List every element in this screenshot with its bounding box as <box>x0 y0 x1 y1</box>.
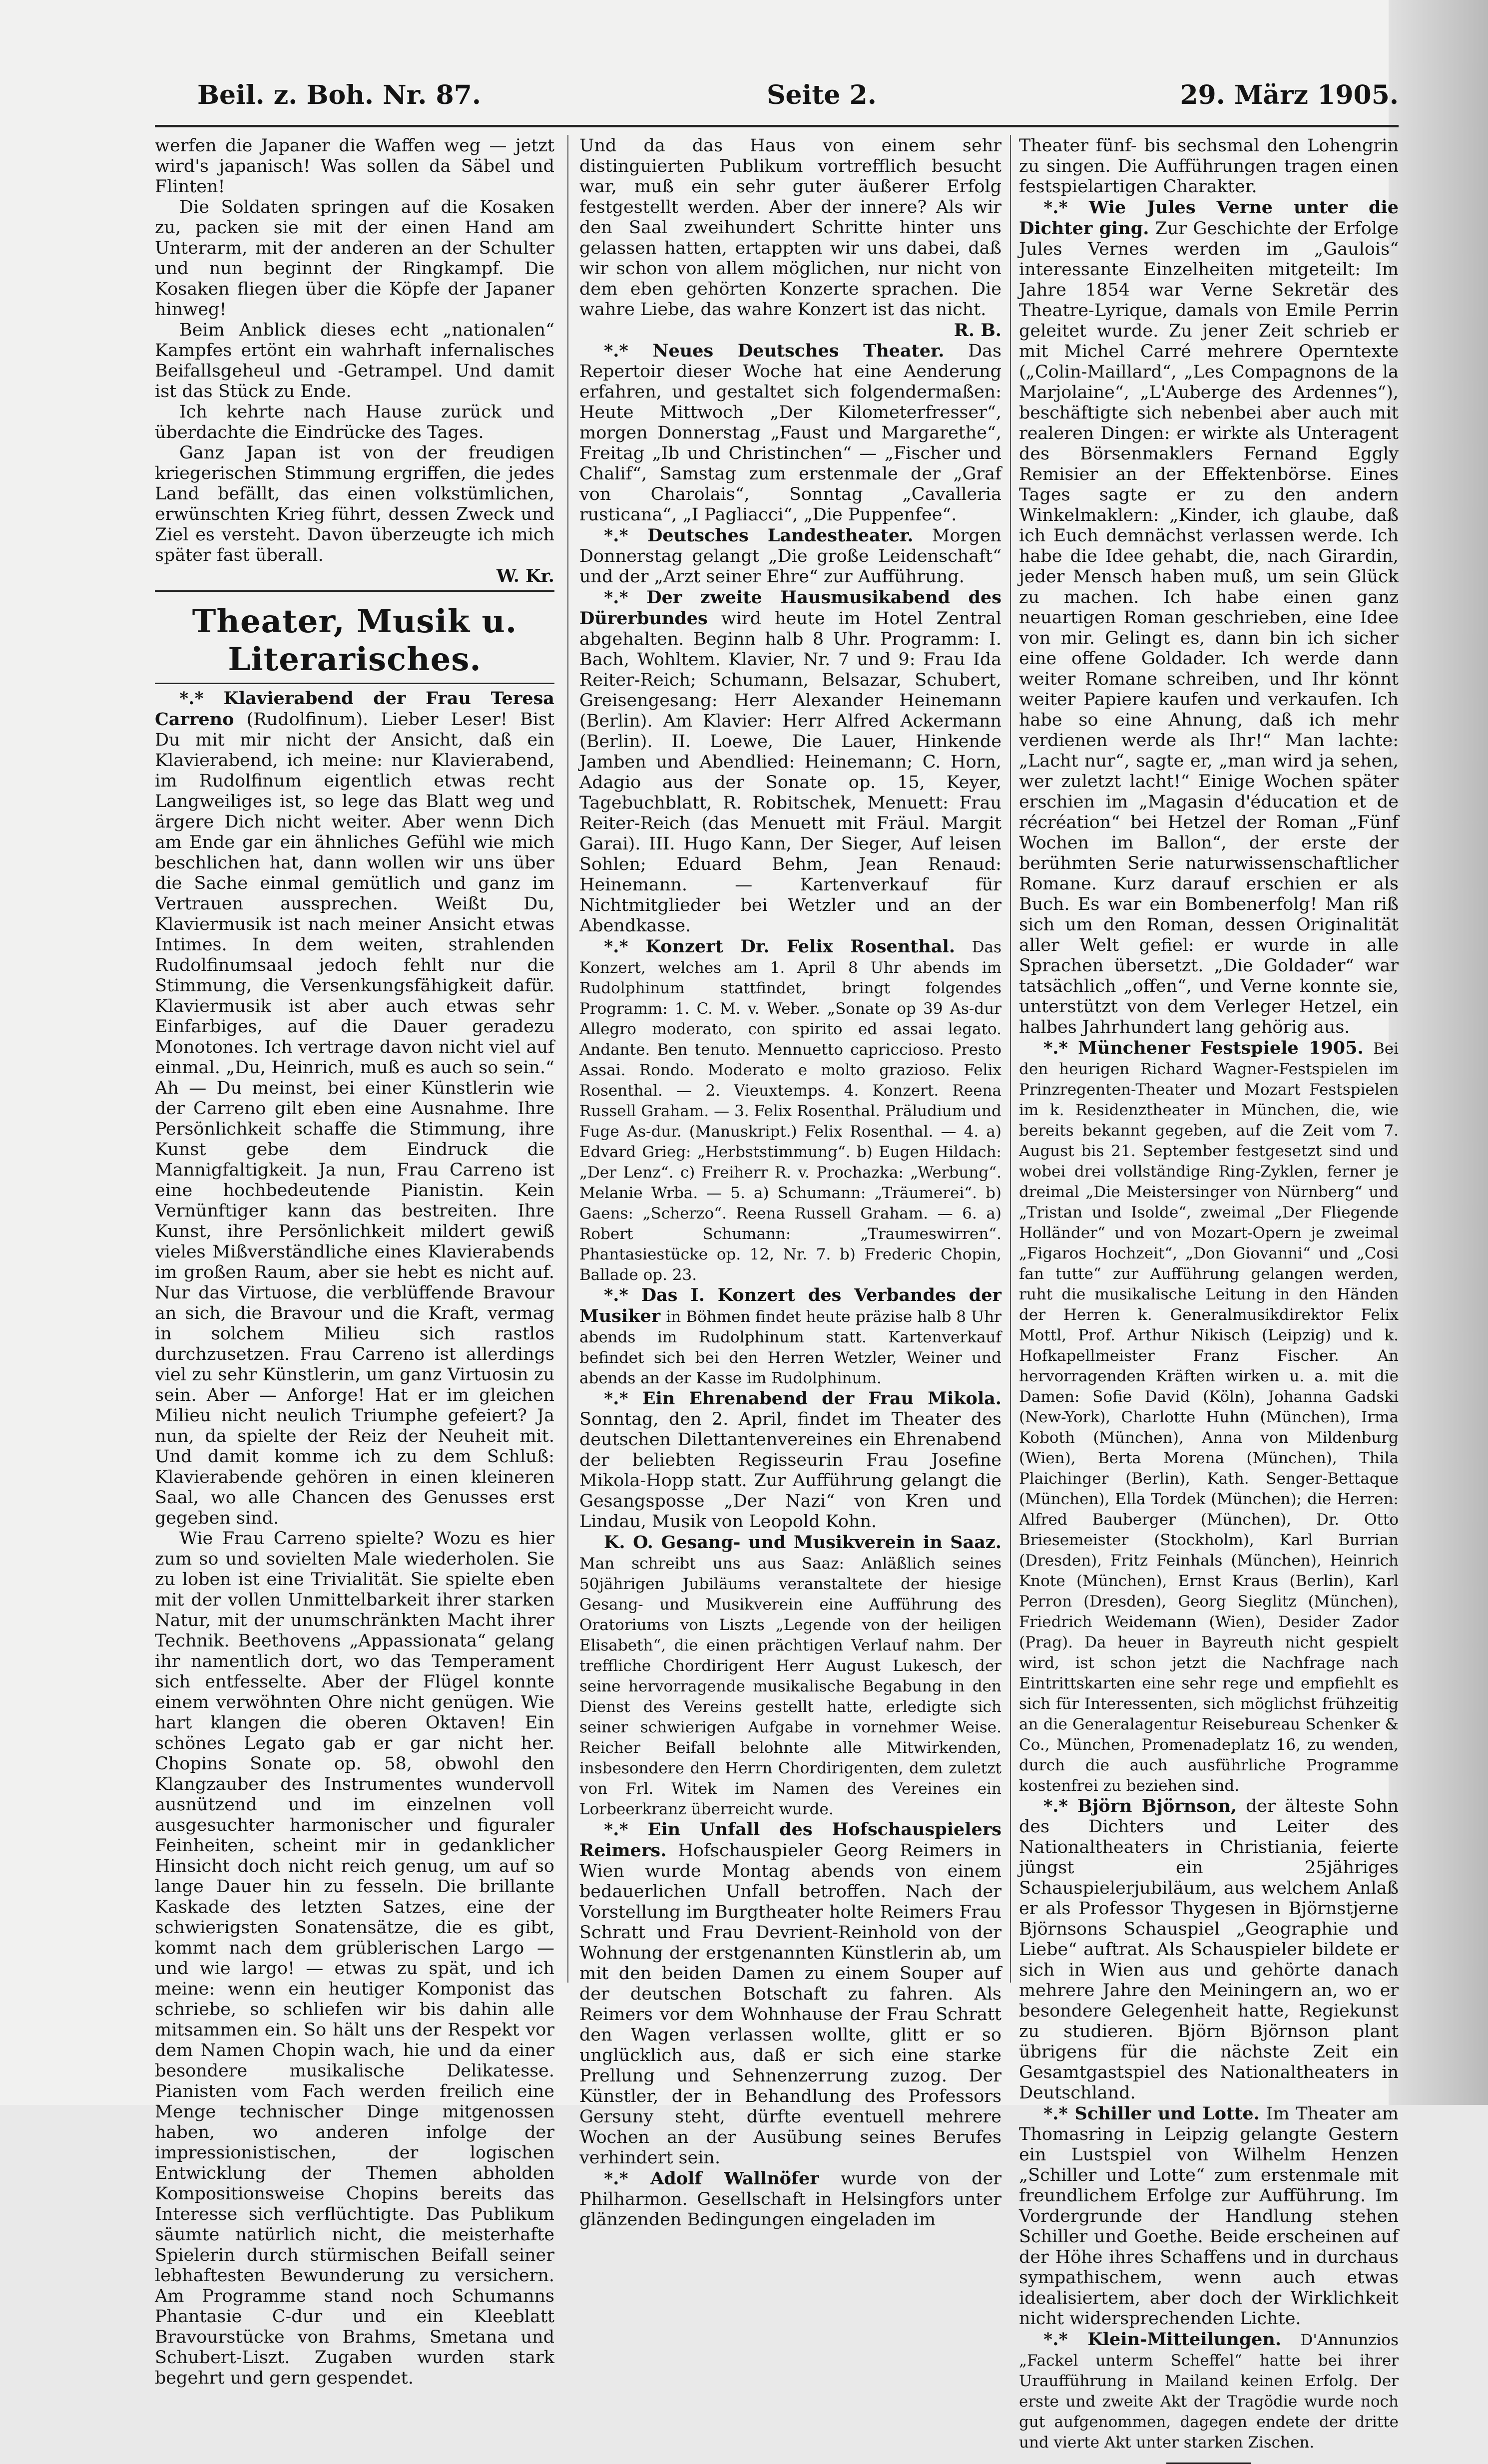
article-text: D'Annunzios „Fackel unterm Scheffel“ hatte bei ihrer Uraufführung in Mailand keinen Erfolg. Der erste und zweite Akt der Tragödie wurde noch gut aufgenommen, dagegen endete der dritte und vierte Akt unter starken Zischen. <box>1019 2331 1399 2452</box>
article-text: Beim Anblick dieses echt „nationalen“ Kampfes ertönt ein wahrhaft infernalisches Beifallsgeheul und -Getrampel. Und damit ist das Stück zu Ende. <box>155 320 554 402</box>
article-heading: *.* Schiller und Lotte. <box>1043 2103 1260 2124</box>
article-text: (Rudolfinum). Lieber Leser! Bist Du mit mir nicht der Ansicht, daß ein Klavierabend, ich meine: nur Klavierabend, im Rudolfinum eigentlich etwas recht Langweiliges ist, so lege das Blatt weg und ärgere Dich nicht weiter. Aber wenn Dich am Ende gar ein ähnliches Gefühl wie mich beschlichen hat, dann wollen wir uns über die Sache einmal gemütlich und ganz im Vertrauen aussprechen. Weißt Du, Klaviermusik ist nach meiner Ansicht etwas Intimes. In dem weiten, strahlenden Rudolfinumsaal jedoch fehlt nur die Stimmung, die Versenkungsfähigkeit dafür. Klaviermusik ist aber auch etwas sehr Einfarbiges, auf die Dauer geradezu Monotones. Ich vertrage davon nicht viel auf einmal. „Du, Heinrich, muß es auch so sein.“ Ah — Du meinst, bei einer Künstlerin wie der Carreno gilt eben eine Ausnahme. Ihre Persönlichkeit schaffe die Stimmung, ihre Kunst gebe dem Eindruck die Mannigfaltigkeit. Ja nun, Frau Carreno ist eine hochbedeutende Pianistin. Kein Vernünftiger kann das bestreiten. Ihre Kunst, ihre Persönlichkeit mildert gewiß vieles Mißverständliche eines Klavierabends im großen Raum, aber sie hebt es nicht auf. Nur das Virtuose, die verblüffende Bravour an sich, die Bravour und die Kraft, vermag in solchem Milieu sich rastlos durchzusetzen. Frau Carreno ist allerdings viel zu sehr Künstlerin, um ganz Virtuosin zu sein. Aber — Anforge! Hat er im gleichen Milieu nicht neulich Triumphe gefeiert? Ja nun, da spielte der Reiz der Neuheit mit. Und damit komme ich zu dem Schluß: Klavierabende gehören in einen kleineren Saal, wo alle Chancen des Genusses erst gegeben sind. <box>155 710 554 1528</box>
article-text: Und da das Haus von einem sehr distinguierten Publikum vortrefflich besucht war, muß ein sehr guter äußerer Erfolg festgestellt werden. Aber der innere? Als wir den Saal zweihundert Schritte hinter uns gelassen hatten, ertappten wir uns dabei, daß wir schon von allem möglichen, nur nicht von dem eben gehörten Konzerte sprachen. Die wahre Liebe, das wahre Konzert ist das nicht. <box>579 136 1001 320</box>
section-rule <box>155 683 554 684</box>
author-signature: W. Kr. <box>496 566 554 586</box>
article-text: Im Theater am Thomasring in Leipzig gelangte Gestern ein Lustspiel von Wilhelm Henzen „Schiller und Lotte“ zum erstenmale mit freundlichem Erfolge zur Aufführung. Im Vordergrunde der Handlung stehen Schiller und Goethe. Beide erscheinen auf der Höhe ihres Schaffens und in durchaus sympathischem, wenn auch etwas idealisiertem, aber doch der Wirklichkeit nicht widersprechenden Lichte. <box>1019 2104 1399 2329</box>
article-text: Man schreibt uns aus Saaz: Anläßlich seines 50jährigen Jubiläums veranstaltete der hiesige Gesang- und Musikverein eine Aufführung des Oratoriums von Liszts „Legende von der heiligen Elisabeth“, die einen prächtigen Verlauf nahm. Der treffliche Chordirigent Herr August Lukesch, der seine hervorragende musikalische Begabung in den Dienst des Vereins gestellt hatte, erledigte sich seiner schwierigen Aufgabe in vornehmer Weise. Reicher Beifall belohnte alle Mitwirkenden, insbesondere den Herrn Chordirigenten, dem zuletzt von Frl. Witek im Namen des Vereines ein Lorbeerkranz überreicht wurde. <box>579 1555 1001 1818</box>
column-2 <box>579 136 1001 2230</box>
header-rule <box>155 125 1399 127</box>
article-heading: K. O. Gesang- und Musikverein in Saaz. <box>604 1532 1001 1553</box>
article-heading: *.* Ein Unfall des Hofschauspielers Reimers. <box>579 1819 1001 1861</box>
article-heading: *.* Das I. Konzert des Verbandes der Musiker <box>579 1285 1001 1326</box>
article-text: Sonntag, den 2. April, findet im Theater des deutschen Dilettantenvereines ein Ehrenabend der beliebten Regisseurin Frau Josefine Mikola-Hopp statt. Zur Aufführung gelangt die Gesangsposse „Der Nazi“ von Kren und Lindau, Musik von Leopold Kohn. <box>579 1409 1001 1532</box>
section-rule <box>155 590 554 592</box>
article-text: Zur Geschichte der Erfolge Jules Vernes werden im „Gaulois“ interessante Einzelheiten mitgeteilt: Im Jahre 1854 war Verne Sekretär des Theatre-Lyrique, damals von Emile Perrin geleitet wurde. Zu jener Zeit schrieb er mit Michel Carré mehrere Operntexte („Colin-Maillard“, „Les Compagnons de la Marjolaine“, „L'Auberge des Ardennes“), beschäftigte sich nebenbei aber auch mit realeren Dingen: er wirkte als Unteragent des Börsenmaklers Fernand Eggly Remisier an der Effektenbörse. Eines Tages sagte er zu den andern Winkelmaklern: „Kinder, ich glaube, daß ich Euch demnächst verlassen werde. Ich habe die Idee gehabt, die, nach Girardin, jeder Mensch haben muß, um sein Glück zu machen. Ich habe einen ganz neuartigen Roman geschrieben, eine Idee von mir. Gelingt es, dann bin ich sicher eine offene Goldader. Ich werde dann weiter Romane schreiben, und Ihr könnt weiter Papiere kaufen und verkaufen. Ich habe so eine Ahnung, daß ich mehr verdienen werde als Ihr!“ Man lachte: „Lacht nur“, sagte er, „man wird ja sehen, wer zuletzt lacht!“ Einige Wochen später erschien im „Magasin d'éducation et de récréation“ bei Hetzel der Roman „Fünf Wochen im Ballon“, der erste der berühmten Serie naturwissenschaftlicher Romane. Kurz darauf erschien er als Buch. Es war ein Bombenerfolg! Man riß sich um den Roman, dessen Originalität aller Welt gefiel: er wurde in alle Sprachen übersetzt. „Die Goldader“ war tatsächlich „offen“, und Verne konnte sie, unterstützt von dem Verleger Hetzel, ein halbes Jahrhundert lang gehörig aus. <box>1019 219 1399 1037</box>
article-text: werfen die Japaner die Waffen weg — jetzt wird's japanisch! Was sollen da Säbel und Flinten! <box>155 136 554 197</box>
page-edge-shadow <box>1389 0 1488 2105</box>
article-heading: *.* Münchener Festspiele 1905. <box>1043 1038 1364 1058</box>
author-signature: R. B. <box>954 320 1001 341</box>
article-text: Ganz Japan ist von der freudigen kriegerischen Stimmung ergriffen, die jedes Land befällt, das einen volkstümlichen, erwünschten Krieg führt, dessen Zweck und Ziel es versteht. Davon überzeugte ich mich später fast überall. <box>155 443 554 565</box>
column-rule-1 <box>567 135 568 1983</box>
article-text: Bei den heurigen Richard Wagner-Festspielen im Prinzregenten-Theater und Mozart Festspielen im k. Residenztheater in München, die, wie bereits bekannt gegeben, auf die Zeit vom 7. August bis 21. September festgesetzt sind und wobei drei vollständige Ring-Zyklen, ferner je dreimal „Die Meistersinger von Nürnberg“ und „Tristan und Isolde“, zweimal „Der Fliegende Holländer“ und von Mozart-Opern je zweimal „Figaros Hochzeit“, „Don Giovanni“ und „Cosi fan tutte“ zur Aufführung gelangen werden, ruht die musikalische Leitung in den Händen der Herren k. Generalmusikdirektor Felix Mottl, Prof. Arthur Nikisch (Leipzig) und k. Hofkapellmeister Franz Fischer. An hervorragenden Kräften wirken u. a. mit die Damen: Sofie David (Köln), Johanna Gadski (New-York), Charlotte Huhn (München), Irma Koboth (München), Anna von Mildenburg (Wien), Berta Morena (München), Thila Plaichinger (Berlin), Kath. Senger-Bettaque (München), Ella Tordek (München); die Herren: Alfred Bauberger (München), Dr. Otto Briesemeister (Stockholm), Karl Burrian (Dresden), Fritz Feinhals (München), Heinrich Knote (München), Ernst Kraus (Berlin), Karl Perron (Dresden), Georg Sieglitz (München), Friedrich Weidemann (Wien), Desider Zador (Prag). Da heuer in Bayreuth nicht gespielt wird, ist schon jetzt die Nachfrage nach Eintrittskarten eine sehr rege und empfiehlt es sich für Interessenten, sich möglichst frühzeitig an die Generalagentur Reisebureau Schenker & Co., München, Promenadeplatz 16, zu wenden, durch die auch ausführliche Programme kostenfrei zu beziehen sind. <box>1019 1040 1399 1795</box>
column-rule-2 <box>1010 135 1011 1983</box>
article-heading: *.* Ein Ehrenabend der Frau Mikola. <box>604 1388 1001 1409</box>
header-page-number: Seite 2. <box>767 80 877 110</box>
article-text: Morgen Donnerstag gelangt „Die große Leidenschaft“ und der „Arzt seiner Ehre“ zur Aufführung. <box>579 526 1001 587</box>
article-heading: *.* Björn Björnson, <box>1043 1796 1237 1816</box>
article-text: wurde von der Philharmon. Gesellschaft in Helsingfors unter glänzenden Bedingungen eingeladen im <box>579 2169 1001 2230</box>
header-date: 29. März 1905. <box>1180 80 1399 110</box>
article-text: in Böhmen findet heute präzise halb 8 Uhr abends im Rudolphinum statt. Kartenverkauf befindet sich bei den Herren Wetzler, Weiner und abends an der Kasse im Rudolphinum. <box>579 1308 1001 1387</box>
page-header <box>197 75 1399 120</box>
column-1 <box>155 136 554 2388</box>
article-heading: *.* Adolf Wallnöfer <box>604 2168 819 2189</box>
article-heading: *.* Neues Deutsches Theater. <box>604 341 945 361</box>
column-3 <box>1019 136 1399 2452</box>
article-text: Wie Frau Carreno spielte? Wozu es hier zum so und sovielten Male wiederholen. Sie zu loben ist eine Trivialität. Sie spielte eben mit der vollen Unmittelbarkeit ihrer starken Natur, mit der unumschränkten Macht ihrer Technik. Beethovens „Appassionata“ gelang ihr namentlich dort, wo das Temperament sich entfesselte. Aber der Flügel konnte einem verwöhnten Ohre nicht genügen. Wie hart klangen die oberen Oktaven! Ein schönes Legato gab er gar nicht her. Chopins Sonate op. 58, obwohl den Klangzauber des Instrumentes wundervoll ausnützend und im einzelnen voll ausgesuchter harmonischer und figuraler Feinheiten, scheint mir in gedanklicher Hinsicht doch nicht reich genug, um auf so lange Dauer hin zu fesseln. Die brillante Kaskade des letzten Satzes, eine der schwierigsten Sonatensätze, die es gibt, kommt nach dem grüblerischen Largo — und wie largo! — etwas zu spät, und ich meine: wenn ein heutiger Komponist das schriebe, so schliefen wir bis dahin alle mitsammen ein. So hält uns der Respekt vor dem Namen Chopin wach, hie und da einer besondere musikalische Delikatesse. Pianisten vom Fach werden freilich eine Menge technischer Dinge mitgenossen haben, wo anderen infolge der impressionistischen, der logischen Entwicklung der Themen abholden Kompositionsweise Chopins bereits das Interesse sich verflüchtigte. Das Publikum säumte natürlich nicht, die meisterhafte Spielerin durch stürmischen Beifall seiner lebhaftesten Bewunderung zu versichern. Am Programme stand noch Schumanns Phantasie C-dur und ein Kleeblatt Bravourstücke von Brahms, Smetana und Schubert-Liszt. Zugaben wurden stark begehrt und gern gespendet. <box>155 1529 554 2388</box>
article-text: wird heute im Hotel Zentral abgehalten. Beginn halb 8 Uhr. Programm: I. Bach, Wohltem. Klavier, Nr. 7 und 9: Frau Ida Reiter-Reich; Schumann, Belsazar, Schubert, Greisengesang: Herr Alexander Heinemann (Berlin). Am Klavier: Herr Alfred Ackermann (Berlin). II. Loewe, Die Lauer, Hinkende Jamben und Abendlied: Heinemann; C. Horn, Adagio aus der Sonate op. 15, Keyer, Tagebuchblatt, R. Robitschek, Menuett: Frau Reiter-Reich (das Menuett mit Fräul. Margit Garai). III. Hugo Kann, Der Sieger, Auf leisen Sohlen; Eduard Behm, Jean Renaud: Heinemann. — Kartenverkauf für Nichtmitglieder bei Wetzler und an der Abendkasse. <box>579 609 1001 936</box>
section-title: Theater, Musik u. Literarisches. <box>192 603 517 678</box>
article-text: Das Repertoir dieser Woche hat eine Aenderung erfahren, und gestaltet sich folgendermaßen: Heute Mittwoch „Der Kilometerfresser“, morgen Donnerstag „Faust und Margarethe“, Freitag „Ib und Christinchen“ — „Fischer und Chalif“, Samstag zum erstenmale der „Graf von Charolais“, Sonntag „Cavalleria rusticana“, „I Pagliacci“, „Die Puppenfee“. <box>579 341 1001 525</box>
article-heading: *.* Konzert Dr. Felix Rosenthal. <box>604 936 956 957</box>
article-heading: *.* Deutsches Landestheater. <box>604 525 914 546</box>
article-heading: *.* Wie Jules Verne unter die Dichter ging. <box>1019 197 1399 239</box>
article-heading: *.* Klavierabend der Frau Teresa Carreno <box>155 688 554 730</box>
article-text: Das Konzert, welches am 1. April 8 Uhr abends im Rudolphinum stattfindet, bringt folgendes Programm: 1. C. M. v. Weber. „Sonate op 39 As-dur Allegro moderato, con spirito ed assai legato. Andante. Ben tenuto. Mennuetto capriccioso. Presto Assai. Rondo. Moderato e molto grazioso. Felix Rosenthal. — 2. Vieuxtemps. 4. Konzert. Reena Russell Graham. — 3. Felix Rosenthal. Präludium und Fuge As-dur. (Manuskript.) Felix Rosenthal. — 4. a) Edvard Grieg: „Herbststimmung“. b) Eugen Hildach: „Der Lenz“. c) Freiherr R. v. Prochazka: „Werbung“. Melanie Wrba. — 5. a) Schumann: „Träumerei“. b) Gaens: „Scherzo“. Reena Russell Graham. — 6. a) Robert Schumann: „Traumeswirren“. Phantasiestücke op. 12, Nr. 7. b) Frederic Chopin, Ballade op. 23. <box>579 938 1001 1284</box>
article-text: Ich kehrte nach Hause zurück und überdachte die Eindrücke des Tages. <box>155 402 554 442</box>
article-heading: *.* Der zweite Hausmusikabend des Dürerbundes <box>579 587 1001 629</box>
article-text: der älteste Sohn des Dichters und Leiter des Nationaltheaters in Christiania, feierte jüngst ein 25jähriges Schauspielerjubiläum, aus welchem Anlaß er als Professor Thygesen in Björnstjerne Björnsons Schauspiel „Geographie und Liebe“ auftrat. Als Schauspieler bildete er sich in Wien aus und gehörte danach mehrere Jahre den Meiningern an, wo er besondere Gelegenheit hatte, Regiekunst zu studieren. Björn Björnson plant übrigens für die nächste Zeit ein Gesamtgastspiel des Nationaltheaters in Deutschland. <box>1019 1796 1399 2103</box>
article-text: Theater fünf- bis sechsmal den Lohengrin zu singen. Die Aufführungen tragen einen festspielartigen Charakter. <box>1019 136 1399 197</box>
article-text: Die Soldaten springen auf die Kosaken zu, packen sie mit der einen Hand am Unterarm, mit der anderen an der Schulter und nun beginnt der Ringkampf. Die Kosaken fliegen über die Köpfe der Japaner hinweg! <box>155 197 554 320</box>
article-text: Hofschauspieler Georg Reimers in Wien wurde Montag abends von einem bedauerlichen Unfall betroffen. Nach der Vorstellung im Burgtheater holte Reimers Frau Schratt und Frau Devrient-Reinhold von der Wohnung der erstgenannten Künstlerin ab, um mit den beiden Damen zu einem Souper auf der deutschen Botschaft zu fahren. Als Reimers vor dem Wohnhause der Frau Schratt den Wagen verlassen wollte, glitt er so unglücklich aus, daß er sich eine starke Prellung und Sehnenzerrung zuzog. Der Künstler, der in Behandlung des Professors Gersuny steht, dürfte eventuell mehrere Wochen an der Ausübung seines Berufes verhindert sein. <box>579 1841 1001 2168</box>
header-issue: Beil. z. Boh. Nr. 87. <box>197 80 481 110</box>
article-heading: *.* Klein-Mitteilungen. <box>1043 2329 1282 2350</box>
